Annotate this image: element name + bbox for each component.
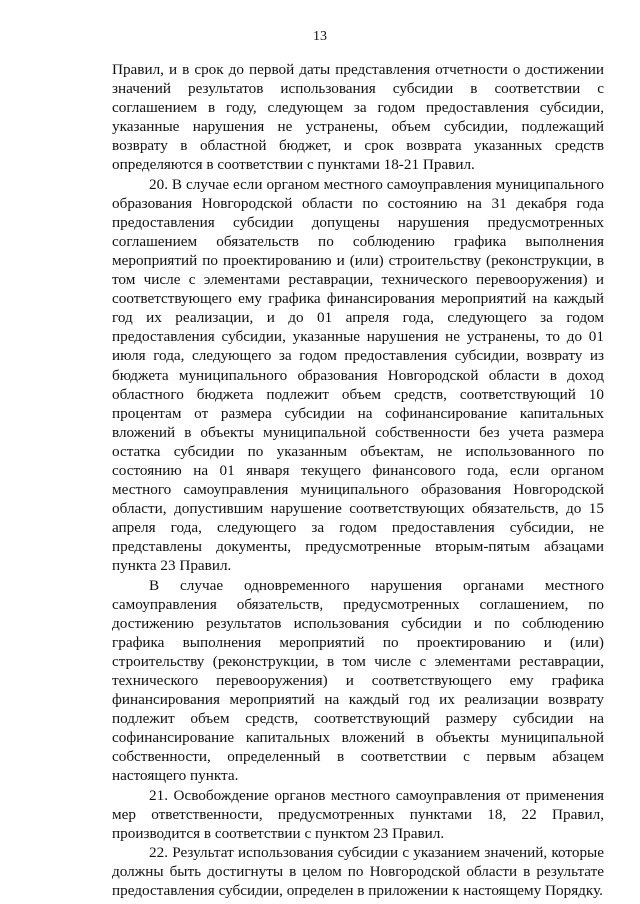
paragraph-continuation: Правил, и в срок до первой даты представления отчетности о достижении значений результатов использования субсидии в соответствии с соглашением в году, следующем за годом предоставления субсидии, указанные нарушения не устранены, объем субсидии, подлежащий возврату в областной бюджет, и срок возврата указанных средств определяются в соответствии с пунктами 18-21 Правил. [112, 61, 604, 174]
paragraph-item-21: 21. Освобождение органов местного самоуправления от применения мер ответственности, предусмотренных пунктами 18, 22 Правил, производится в соответствии с пунктом 23 Правил. [112, 786, 604, 842]
paragraph-item-22: 22. Результат использования субсидии с указанием значений, которые должны быть достигнуты в целом по Новгородской области в результате предоставления субсидии, определен в приложении к настоящему Порядку. [112, 843, 604, 900]
paragraph-simultaneous-violation: В случае одновременного нарушения органами местного самоуправления обязательств, предусмотренных соглашением, по достижению результатов использования субсидии и по соблюдению графика выполнения мероприятий по проектированию и (или) строительству (реконструкции, в том числе с элементами реставрации, технического перевооружения) и соответствующего ему графика финансирования мероприятий на каждый год их реализации возврату подлежит объем средств, соответствующий размеру субсидии на софинансирование капитальных вложений в объекты муниципальной собственности, определенный в соответствии с первым абзацем настоящего пункта. [112, 576, 604, 785]
page-number: 13 [313, 29, 327, 44]
paragraph-item-20: 20. В случае если органом местного самоуправления муниципального образования Новгородской области по состоянию на 31 декабря года предоставления субсидии допущены нарушения предусмотренных соглашением обязательств по соблюдению графика выполнения мероприятий по проектированию и (или) строительству (реконструкции, в том числе с элементами реставрации, технического перевооружения) и соответствующего ему графика финансирования мероприятий на каждый год их реализации, и до 01 апреля года, следующего за годом предоставления субсидии, указанные нарушения не устранены, то до 01 июля года, следующего за годом предоставления субсидии, возврату из бюджета муниципального образования Новгородской области в доход областного бюджета подлежит объем средств, соответствующий 10 процентам от размера субсидии на софинансирование капитальных вложений в объекты муниципальной собственности без учета размера остатка субсидии по указанным объектам, не использованного по состоянию на 01 января текущего финансового года, если органом местного самоуправления муниципального образования Новгородской области, допустившим нарушение соответствующих обязательств, до 15 апреля года, следующего за годом предоставления субсидии, не представлены документы, предусмотренные вторым-пятым абзацами пункта 23 Правил. [112, 175, 604, 575]
document-body [112, 60, 604, 900]
